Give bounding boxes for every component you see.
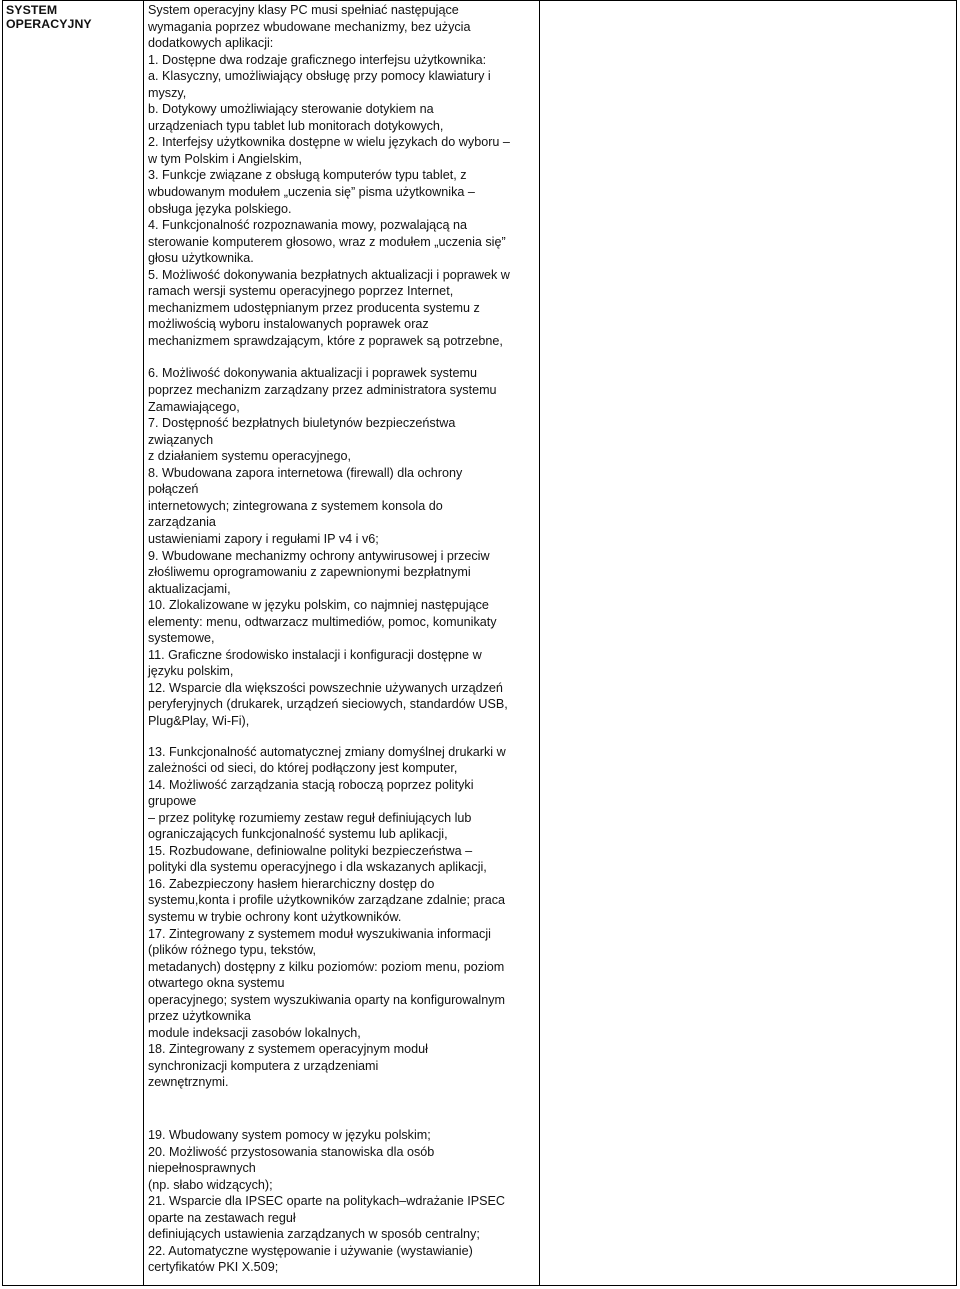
text-line: 3. Funkcje związane z obsługą komputerów typu tablet, z xyxy=(148,168,467,183)
text-line: ograniczających funkcjonalność systemu lub aplikacji, xyxy=(148,827,448,842)
text-line: metadanych) dostępny z kilku poziomów: poziom menu, poziom xyxy=(148,959,505,974)
requirements-block-3 xyxy=(148,744,538,1091)
requirements-block-2 xyxy=(148,365,538,729)
text-line: 22. Automatyczne występowanie i używanie (wystawianie) xyxy=(148,1243,473,1258)
text-line: poprzez mechanizm zarządzany przez administratora systemu xyxy=(148,383,497,398)
column-divider xyxy=(539,1,540,1285)
text-line: a. Klasyczny, umożliwiający obsługę przy pomocy klawiatury i xyxy=(148,69,491,84)
text-line: internetowych; zintegrowana z systemem konsola do xyxy=(148,498,443,513)
text-line: sterowanie komputerem głosowo, wraz z modułem „uczenia się” xyxy=(148,234,506,249)
text-line: możliwością wyboru instalowanych poprawek oraz xyxy=(148,317,429,332)
text-line: systemowe, xyxy=(148,631,215,646)
text-line: 16. Zabezpieczony hasłem hierarchiczny dostęp do xyxy=(148,876,435,891)
text-line: mechanizmem udostępnianym przez producenta systemu z xyxy=(148,300,480,315)
text-line: obsługa języka polskiego. xyxy=(148,201,292,216)
text-line: z działaniem systemu operacyjnego, xyxy=(148,449,352,464)
text-line: mechanizmem sprawdzającym, które z poprawek są potrzebne, xyxy=(148,333,503,348)
spec-table xyxy=(2,0,957,1286)
text-line: 4. Funkcjonalność rozpoznawania mowy, pozwalającą na xyxy=(148,218,467,233)
text-line: w tym Polskim i Angielskim, xyxy=(148,151,302,166)
text-line: (plików różnego typu, tekstów, xyxy=(148,943,316,958)
text-line: – przez politykę rozumiemy zestaw reguł definiujących lub xyxy=(148,810,472,825)
text-line: polityki dla systemu operacyjnego i dla wskazanych aplikacji, xyxy=(148,860,487,875)
text-line: głosu użytkownika. xyxy=(148,251,254,266)
text-line: (np. słabo widzących); xyxy=(148,1177,273,1192)
text-line: 18. Zintegrowany z systemem operacyjnym moduł xyxy=(148,1042,428,1057)
text-line: złośliwemu oprogramowaniu z zapewnionymi bezpłatnymi xyxy=(148,565,471,580)
requirements-cell xyxy=(148,2,538,1276)
text-line: języku polskim, xyxy=(148,664,234,679)
text-line: Plug&Play, Wi-Fi), xyxy=(148,713,250,728)
text-line: 12. Wsparcie dla większości powszechnie używanych urządzeń xyxy=(148,680,503,695)
text-line: połączeń xyxy=(148,482,199,497)
text-line: b. Dotykowy umożliwiający sterowanie dotykiem na xyxy=(148,102,434,117)
text-line: elementy: menu, odtwarzacz multimediów, pomoc, komunikaty xyxy=(148,614,497,629)
text-line: przez użytkownika xyxy=(148,1009,251,1024)
text-line: 2. Interfejsy użytkownika dostępne w wielu językach do wyboru – xyxy=(148,135,510,150)
column-divider xyxy=(143,1,144,1285)
text-line: wbudowanym modułem „uczenia się” pisma użytkownika – xyxy=(148,185,475,200)
text-line: 13. Funkcjonalność automatycznej zmiany domyślnej drukarki w xyxy=(148,744,506,759)
text-line: 14. Możliwość zarządzania stacją roboczą poprzez polityki xyxy=(148,777,474,792)
text-line: związanych xyxy=(148,432,214,447)
text-line: 19. Wbudowany system pomocy w języku polskim; xyxy=(148,1128,431,1142)
text-line: Zamawiającego, xyxy=(148,399,240,414)
text-line: grupowe xyxy=(148,794,197,809)
text-line: dodatkowych aplikacji: xyxy=(148,36,274,51)
text-line: aktualizacjami, xyxy=(148,581,231,596)
text-line: synchronizacji komputera z urządzeniami xyxy=(148,1058,379,1073)
text-line: 7. Dostępność bezpłatnych biuletynów bezpieczeństwa xyxy=(148,416,456,431)
text-line: wymagania poprzez wbudowane mechanizmy, bez użycia xyxy=(148,19,471,34)
text-line: 9. Wbudowane mechanizmy ochrony antywirusowej i przeciw xyxy=(148,548,490,563)
text-line: 17. Zintegrowany z systemem moduł wyszukiwania informacji xyxy=(148,926,491,941)
text-line: ustawieniami zapory i regułami IP v4 i v6; xyxy=(148,531,379,546)
text-line: myszy, xyxy=(148,85,187,100)
text-line: 8. Wbudowana zapora internetowa (firewall) dla ochrony xyxy=(148,465,463,480)
requirements-block-4 xyxy=(148,1127,538,1276)
category-label: SYSTEM OPERACYJNY xyxy=(6,3,92,31)
text-line: zależności od sieci, do której podłączony jest komputer, xyxy=(148,761,458,776)
text-line: ramach wersji systemu operacyjnego poprzez Internet, xyxy=(148,284,454,299)
text-line: zarządzania xyxy=(148,515,216,530)
text-line: certyfikatów PKI X.509; xyxy=(148,1260,279,1275)
text-line: 11. Graficzne środowisko instalacji i konfiguracji dostępne w xyxy=(148,647,482,662)
text-line: peryferyjnych (drukarek, urządzeń sieciowych, standardów USB, xyxy=(148,697,508,712)
text-line: 20. Możliwość przystosowania stanowiska dla osób xyxy=(148,1144,435,1159)
text-line: definiujących ustawienia zarządzanych w sposób centralny; xyxy=(148,1227,480,1242)
text-line: System operacyjny klasy PC musi spełniać następujące xyxy=(148,3,459,17)
text-line: module indeksacji zasobów lokalnych, xyxy=(148,1025,361,1040)
text-line: 10. Zlokalizowane w języku polskim, co najmniej następujące xyxy=(148,598,489,613)
requirements-block-1 xyxy=(148,2,538,349)
text-line: systemu,konta i profile użytkowników zarządzane zdalnie; praca xyxy=(148,893,505,908)
text-line: otwartego okna systemu xyxy=(148,976,285,991)
text-line: systemu w trybie ochrony kont użytkowników. xyxy=(148,909,402,924)
text-line: 15. Rozbudowane, definiowalne polityki bezpieczeństwa – xyxy=(148,843,473,858)
text-line: urządzeniach typu tablet lub monitorach dotykowych, xyxy=(148,118,444,133)
text-line: zewnętrznymi. xyxy=(148,1075,229,1090)
text-line: operacyjnego; system wyszukiwania oparty na konfigurowalnym xyxy=(148,992,505,1007)
text-line: 5. Możliwość dokonywania bezpłatnych aktualizacji i poprawek w xyxy=(148,267,510,282)
text-line: 6. Możliwość dokonywania aktualizacji i poprawek systemu xyxy=(148,366,477,381)
text-line: 21. Wsparcie dla IPSEC oparte na politykach–wdrażanie IPSEC xyxy=(148,1194,506,1209)
text-line: 1. Dostępne dwa rodzaje graficznego interfejsu użytkownika: xyxy=(148,52,487,67)
text-line: niepełnosprawnych xyxy=(148,1161,256,1176)
text-line: oparte na zestawach reguł xyxy=(148,1210,296,1225)
